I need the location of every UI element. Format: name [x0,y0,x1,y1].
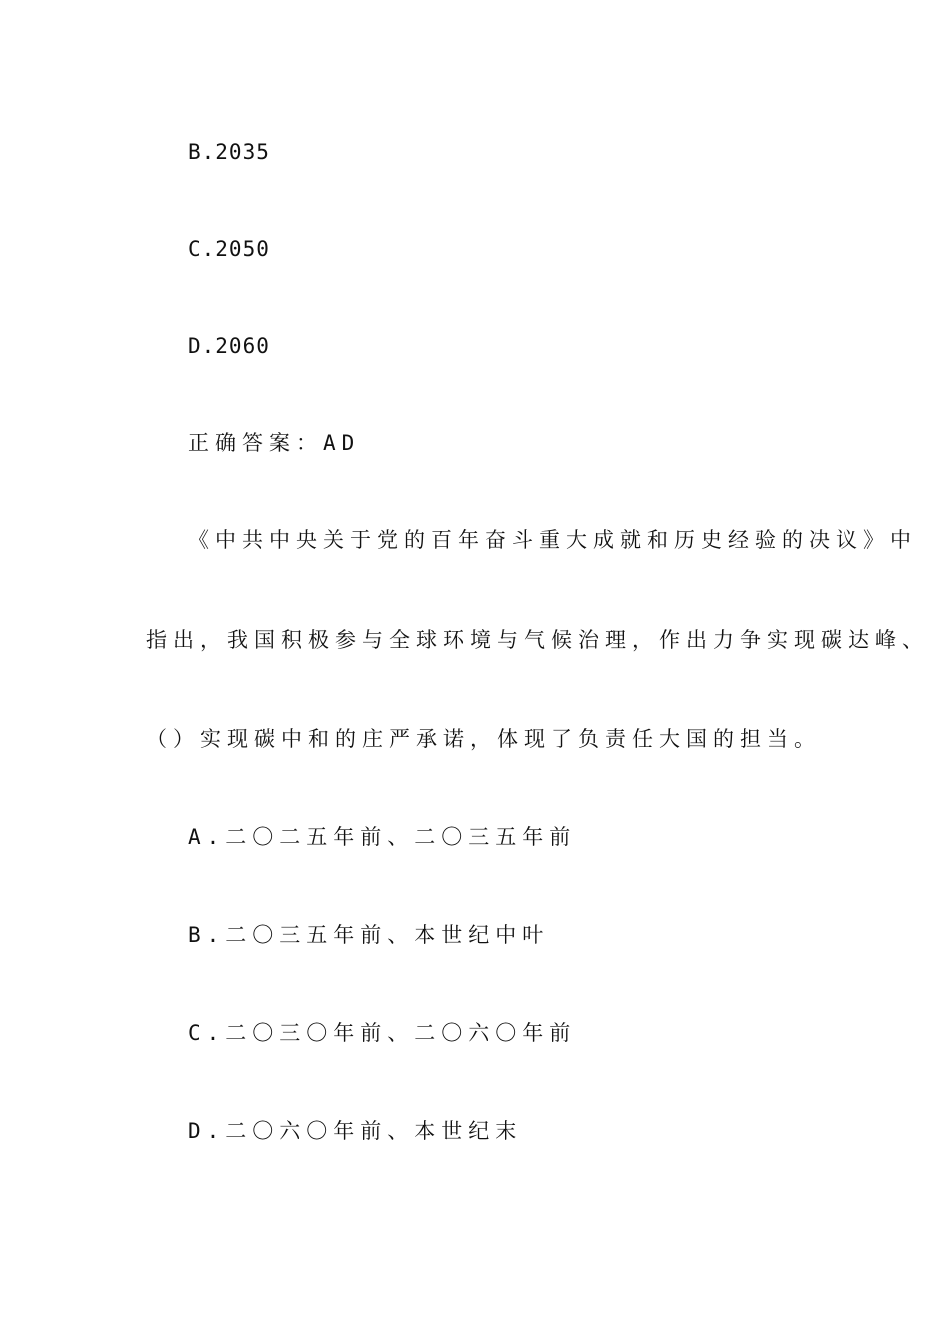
q2-stem-line-3: （）实现碳中和的庄严承诺，体现了负责任大国的担当。 [146,727,821,751]
q2-stem-line-2: 指出，我国积极参与全球环境与气候治理，作出力争实现碳达峰、 [146,628,929,652]
q2-option-d: D.二〇六〇年前、本世纪末 [188,1119,523,1143]
q1-correct-answer: 正确答案：AD [188,431,361,455]
q2-stem-line-1: 《中共中央关于党的百年奋斗重大成就和历史经验的决议》中 [188,528,917,552]
q1-option-d: D.2060 [188,334,270,358]
q2-option-a: A.二〇二五年前、二〇三五年前 [188,825,577,849]
q2-option-b: B.二〇三五年前、本世纪中叶 [188,923,550,947]
q1-option-b: B.2035 [188,140,270,164]
q1-option-c: C.2050 [188,237,270,261]
q2-option-c: C.二〇三〇年前、二〇六〇年前 [188,1021,577,1045]
